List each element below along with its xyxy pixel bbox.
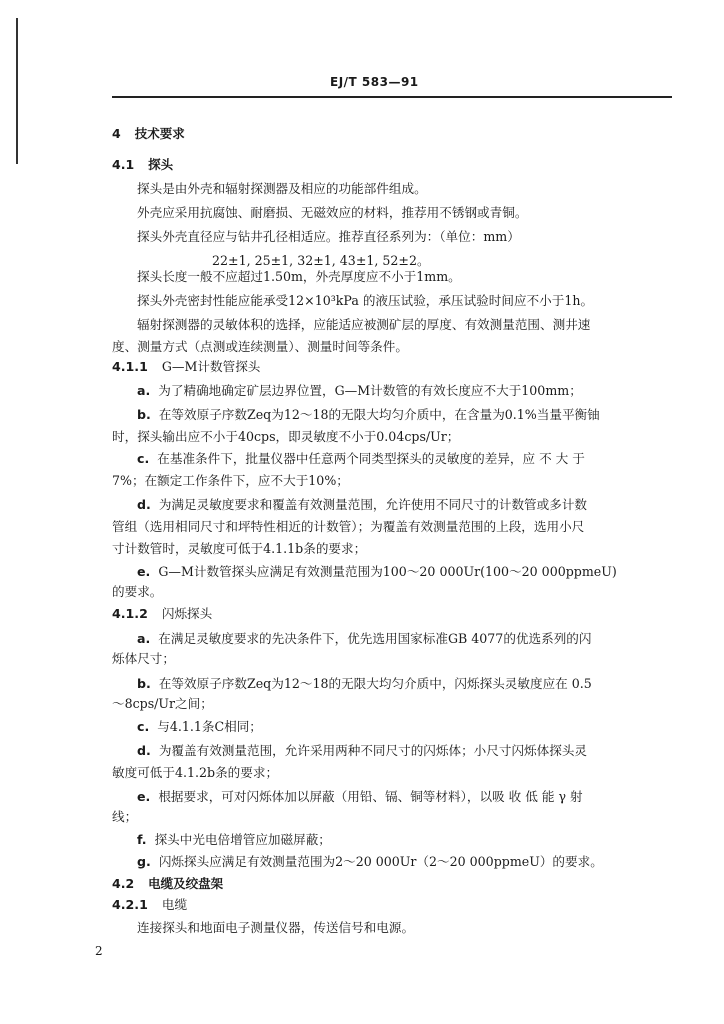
paragraph-line: 外壳应采用抗腐蚀、耐磨损、无磁效应的材料，推荐用不锈钢或青铜。 — [137, 205, 528, 220]
list-item: b. 在等效原子序数Zeq为12～18的无限大均匀介质中，闪烁探头灵敏度应在 0.5 — [137, 676, 592, 691]
section-number: 4.2 — [112, 876, 135, 891]
paragraph-line: 的要求。 — [112, 584, 163, 599]
diameter-series: 22±1, 25±1, 32±1, 43±1, 52±2。 — [212, 253, 430, 268]
paragraph-line: 度、测量方式（点测或连续测量）、测量时间等条件。 — [112, 339, 408, 354]
binding-mark — [16, 18, 18, 164]
paragraph-line: 辐射探测器的灵敏体积的选择，应能适应被测矿层的厚度、有效测量范围、测井速 — [137, 317, 591, 332]
section-4-1-heading — [112, 157, 173, 173]
section-4-heading — [112, 126, 185, 142]
section-4-2-heading — [112, 876, 223, 892]
paragraph-line: 探头是由外壳和辐射探测器及相应的功能部件组成。 — [137, 181, 427, 196]
section-title: 技术要求 — [134, 126, 185, 141]
section-4-1-2-heading — [112, 606, 212, 622]
section-number: 4.2.1 — [112, 897, 148, 912]
list-item: a. 为了精确地确定矿层边界位置，G—M计数管的有效长度应不大于100mm； — [137, 383, 582, 398]
paragraph-line: 敏度可低于4.1.2b条的要求； — [112, 765, 279, 780]
section-title: 电缆 — [161, 897, 188, 912]
paragraph-line: ～8cps/Ur之间； — [112, 696, 213, 711]
page-number: 2 — [95, 944, 103, 958]
section-4-1-1-heading — [112, 359, 260, 375]
section-title: G—M计数管探头 — [161, 359, 261, 374]
paragraph-line: 时，探头输出应不小于40cps，即灵敏度不小于0.04cps/Ur； — [112, 429, 460, 444]
section-4-2-1-heading — [112, 897, 187, 913]
section-title: 电缆及绞盘架 — [148, 876, 224, 891]
list-item: d. 为覆盖有效测量范围，允许采用两种不同尺寸的闪烁体；小尺寸闪烁体探头灵 — [137, 743, 587, 758]
section-number: 4.1.1 — [112, 359, 148, 374]
paragraph-line: 线； — [112, 809, 138, 824]
list-item: f. 探头中光电倍增管应加磁屏蔽； — [137, 832, 331, 847]
list-item: e. 根据要求，可对闪烁体加以屏蔽（用铅、镉、铜等材料），以吸 收 低 能 γ 射 — [137, 789, 583, 804]
paragraph-line: 烁体尺寸； — [112, 651, 175, 666]
list-item: c. 在基准条件下，批量仪器中任意两个同类型探头的灵敏度的差异，应 不 大 于 — [137, 451, 585, 466]
header-rule — [112, 96, 672, 98]
list-item: a. 在满足灵敏度要求的先决条件下，优先选用国家标准GB 4077的优选系列的闪 — [137, 631, 592, 646]
paragraph-line: 探头外壳密封性能应能承受12×10³kPa 的液压试验，承压试验时间应不小于1h。 — [137, 293, 594, 308]
paragraph-line: 7%；在额定工作条件下，应不大于10%； — [112, 473, 349, 488]
list-item: d. 为满足灵敏度要求和覆盖有效测量范围，允许使用不同尺寸的计数管或多计数 — [137, 497, 587, 512]
list-item: c. 与4.1.1条C相同； — [137, 719, 262, 734]
paragraph-line: 探头长度一般不应超过1.50m，外壳厚度应不小于1mm。 — [137, 269, 461, 284]
section-title: 探头 — [148, 157, 174, 172]
section-number: 4 — [112, 126, 121, 141]
paragraph-line: 连接探头和地面电子测量仪器，传送信号和电源。 — [137, 920, 415, 935]
standard-code-header: EJ/T 583—91 — [330, 75, 419, 89]
section-number: 4.1 — [112, 157, 135, 172]
section-number: 4.1.2 — [112, 606, 148, 621]
paragraph-line: 探头外壳直径应与钻井孔径相适应。推荐直径系列为：（单位：mm） — [137, 229, 520, 244]
section-title: 闪烁探头 — [161, 606, 213, 621]
list-item: b. 在等效原子序数Zeq为12～18的无限大均匀介质中，在含量为0.1%当量平衡铀 — [137, 407, 600, 422]
list-item: g. 闪烁探头应满足有效测量范围为2～20 000Ur（2～20 000ppmeU）的要求。 — [137, 854, 603, 869]
paragraph-line: 寸计数管时，灵敏度可低于4.1.1b条的要求； — [112, 541, 367, 556]
paragraph-line: 管组（选用相同尺寸和坪特性相近的计数管）；为覆盖有效测量范围的上段，选用小尺 — [112, 519, 585, 534]
list-item: e. G—M计数管探头应满足有效测量范围为100～20 000Ur(100～20 000ppmeU) — [137, 564, 617, 579]
